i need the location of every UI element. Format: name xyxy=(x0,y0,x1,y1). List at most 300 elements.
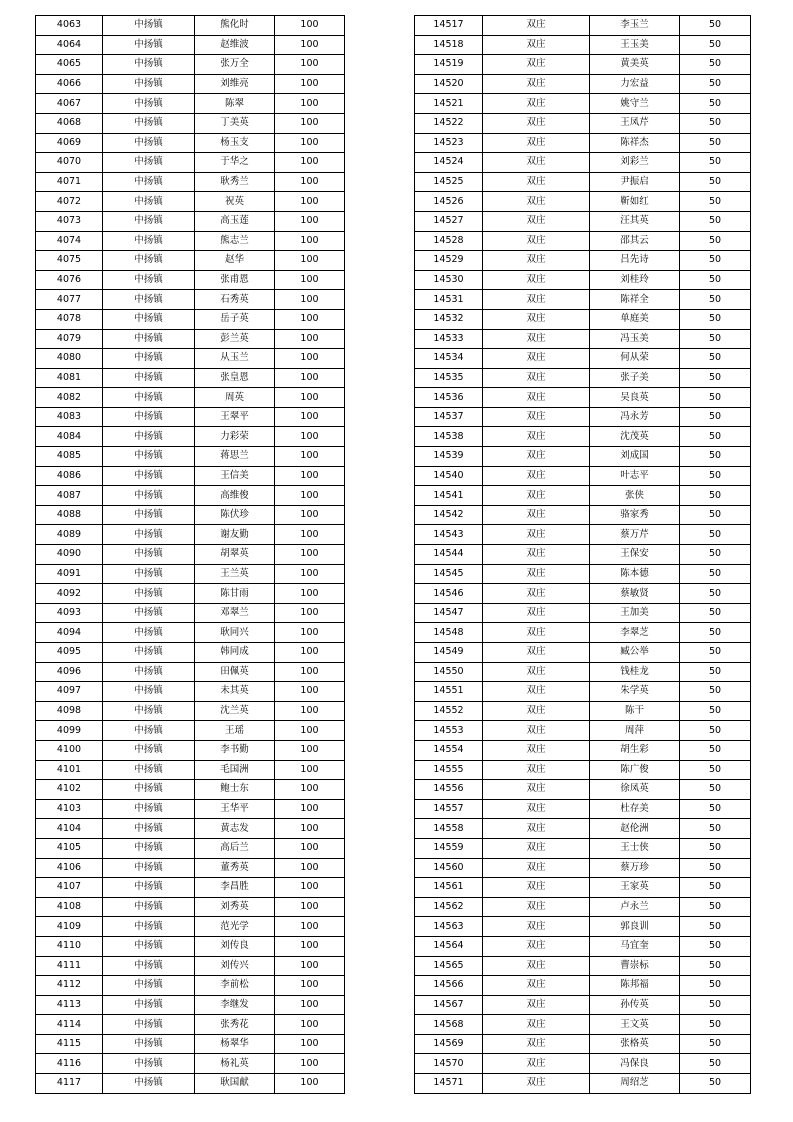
id-cell: 14553 xyxy=(415,721,483,741)
table-row xyxy=(415,995,751,1015)
amount-cell: 50 xyxy=(680,623,751,643)
town-cell: 中扬镇 xyxy=(103,623,195,643)
table-row xyxy=(415,701,751,721)
amount-cell: 100 xyxy=(275,133,345,153)
town-cell: 双庄 xyxy=(483,1074,590,1094)
id-cell: 14545 xyxy=(415,564,483,584)
amount-cell: 100 xyxy=(275,525,345,545)
town-cell: 双庄 xyxy=(483,995,590,1015)
amount-cell: 50 xyxy=(680,976,751,996)
town-cell: 中扬镇 xyxy=(103,113,195,133)
id-cell: 14521 xyxy=(415,94,483,114)
town-cell: 中扬镇 xyxy=(103,368,195,388)
table-row xyxy=(415,1054,751,1074)
table-row xyxy=(36,270,345,290)
name-cell: 王玉美 xyxy=(590,35,680,55)
table-row xyxy=(36,1074,345,1094)
table-row xyxy=(36,740,345,760)
amount-cell: 100 xyxy=(275,290,345,310)
amount-cell: 50 xyxy=(680,878,751,898)
id-cell: 4095 xyxy=(36,643,103,663)
name-cell: 熊化时 xyxy=(195,16,275,36)
name-cell: 耿国献 xyxy=(195,1074,275,1094)
town-cell: 中扬镇 xyxy=(103,525,195,545)
id-cell: 14567 xyxy=(415,995,483,1015)
town-cell: 中扬镇 xyxy=(103,760,195,780)
name-cell: 彭兰英 xyxy=(195,329,275,349)
table-row xyxy=(36,113,345,133)
name-cell: 从玉兰 xyxy=(195,349,275,369)
town-cell: 双庄 xyxy=(483,1054,590,1074)
amount-cell: 100 xyxy=(275,564,345,584)
town-cell: 中扬镇 xyxy=(103,1054,195,1074)
town-cell: 双庄 xyxy=(483,505,590,525)
name-cell: 何从荣 xyxy=(590,349,680,369)
id-cell: 4109 xyxy=(36,917,103,937)
id-cell: 14519 xyxy=(415,55,483,75)
amount-cell: 50 xyxy=(680,505,751,525)
table-row xyxy=(415,192,751,212)
table-row xyxy=(36,290,345,310)
right-table-body xyxy=(415,16,751,1094)
id-cell: 4087 xyxy=(36,486,103,506)
table-row xyxy=(415,231,751,251)
id-cell: 14563 xyxy=(415,917,483,937)
table-row xyxy=(415,740,751,760)
id-cell: 14546 xyxy=(415,584,483,604)
town-cell: 双庄 xyxy=(483,368,590,388)
id-cell: 14552 xyxy=(415,701,483,721)
id-cell: 14536 xyxy=(415,388,483,408)
table-row xyxy=(36,1015,345,1035)
table-row xyxy=(36,819,345,839)
table-row xyxy=(36,1054,345,1074)
town-cell: 中扬镇 xyxy=(103,603,195,623)
id-cell: 4103 xyxy=(36,799,103,819)
town-cell: 双庄 xyxy=(483,270,590,290)
id-cell: 14530 xyxy=(415,270,483,290)
id-cell: 14560 xyxy=(415,858,483,878)
name-cell: 王华平 xyxy=(195,799,275,819)
amount-cell: 50 xyxy=(680,1054,751,1074)
table-row xyxy=(415,290,751,310)
table-row xyxy=(415,309,751,329)
name-cell: 田佩英 xyxy=(195,662,275,682)
town-cell: 双庄 xyxy=(483,211,590,231)
id-cell: 4075 xyxy=(36,251,103,271)
table-row xyxy=(415,466,751,486)
name-cell: 耿秀兰 xyxy=(195,172,275,192)
table-row xyxy=(36,211,345,231)
name-cell: 石秀英 xyxy=(195,290,275,310)
amount-cell: 50 xyxy=(680,780,751,800)
amount-cell: 100 xyxy=(275,799,345,819)
amount-cell: 50 xyxy=(680,251,751,271)
name-cell: 单庭美 xyxy=(590,309,680,329)
amount-cell: 50 xyxy=(680,858,751,878)
name-cell: 徐凤英 xyxy=(590,780,680,800)
name-cell: 曹崇标 xyxy=(590,956,680,976)
town-cell: 双庄 xyxy=(483,427,590,447)
town-cell: 双庄 xyxy=(483,760,590,780)
name-cell: 力彩荣 xyxy=(195,427,275,447)
amount-cell: 100 xyxy=(275,427,345,447)
table-row xyxy=(36,878,345,898)
amount-cell: 100 xyxy=(275,270,345,290)
name-cell: 马宜奎 xyxy=(590,936,680,956)
table-row xyxy=(415,270,751,290)
id-cell: 4068 xyxy=(36,113,103,133)
town-cell: 双庄 xyxy=(483,407,590,427)
amount-cell: 100 xyxy=(275,740,345,760)
id-cell: 4097 xyxy=(36,682,103,702)
name-cell: 李翠芝 xyxy=(590,623,680,643)
town-cell: 双庄 xyxy=(483,309,590,329)
table-row xyxy=(415,780,751,800)
left-table xyxy=(35,15,345,1094)
name-cell: 沈兰英 xyxy=(195,701,275,721)
id-cell: 14527 xyxy=(415,211,483,231)
name-cell: 未其英 xyxy=(195,682,275,702)
id-cell: 4076 xyxy=(36,270,103,290)
id-cell: 14568 xyxy=(415,1015,483,1035)
town-cell: 中扬镇 xyxy=(103,545,195,565)
id-cell: 14524 xyxy=(415,153,483,173)
name-cell: 王士侠 xyxy=(590,838,680,858)
table-row xyxy=(36,545,345,565)
name-cell: 陈甘雨 xyxy=(195,584,275,604)
amount-cell: 50 xyxy=(680,211,751,231)
name-cell: 王信美 xyxy=(195,466,275,486)
name-cell: 张侠 xyxy=(590,486,680,506)
name-cell: 王兰英 xyxy=(195,564,275,584)
table-row xyxy=(415,505,751,525)
name-cell: 黄美英 xyxy=(590,55,680,75)
amount-cell: 50 xyxy=(680,113,751,133)
name-cell: 邵其云 xyxy=(590,231,680,251)
amount-cell: 100 xyxy=(275,172,345,192)
id-cell: 4112 xyxy=(36,976,103,996)
amount-cell: 100 xyxy=(275,309,345,329)
table-row xyxy=(36,251,345,271)
name-cell: 沈茂英 xyxy=(590,427,680,447)
name-cell: 刘彩兰 xyxy=(590,153,680,173)
table-row xyxy=(415,486,751,506)
table-row xyxy=(415,368,751,388)
town-cell: 双庄 xyxy=(483,447,590,467)
amount-cell: 50 xyxy=(680,192,751,212)
town-cell: 中扬镇 xyxy=(103,231,195,251)
table-row xyxy=(415,721,751,741)
left-table-body xyxy=(36,16,345,1094)
town-cell: 中扬镇 xyxy=(103,211,195,231)
amount-cell: 100 xyxy=(275,466,345,486)
town-cell: 双庄 xyxy=(483,1034,590,1054)
table-row xyxy=(36,94,345,114)
id-cell: 14534 xyxy=(415,349,483,369)
town-cell: 中扬镇 xyxy=(103,447,195,467)
town-cell: 中扬镇 xyxy=(103,172,195,192)
amount-cell: 50 xyxy=(680,917,751,937)
id-cell: 4116 xyxy=(36,1054,103,1074)
table-row xyxy=(415,1034,751,1054)
town-cell: 中扬镇 xyxy=(103,780,195,800)
town-cell: 中扬镇 xyxy=(103,799,195,819)
town-cell: 双庄 xyxy=(483,251,590,271)
town-cell: 双庄 xyxy=(483,976,590,996)
id-cell: 4086 xyxy=(36,466,103,486)
amount-cell: 50 xyxy=(680,231,751,251)
name-cell: 周绍芝 xyxy=(590,1074,680,1094)
name-cell: 杨玉支 xyxy=(195,133,275,153)
amount-cell: 100 xyxy=(275,956,345,976)
town-cell: 中扬镇 xyxy=(103,721,195,741)
amount-cell: 50 xyxy=(680,603,751,623)
amount-cell: 50 xyxy=(680,447,751,467)
name-cell: 骆家秀 xyxy=(590,505,680,525)
table-row xyxy=(36,525,345,545)
amount-cell: 100 xyxy=(275,1034,345,1054)
amount-cell: 50 xyxy=(680,329,751,349)
name-cell: 王凤芹 xyxy=(590,113,680,133)
town-cell: 双庄 xyxy=(483,74,590,94)
id-cell: 4083 xyxy=(36,407,103,427)
table-row xyxy=(36,329,345,349)
id-cell: 14523 xyxy=(415,133,483,153)
table-row xyxy=(415,545,751,565)
amount-cell: 100 xyxy=(275,153,345,173)
table-row xyxy=(36,780,345,800)
town-cell: 双庄 xyxy=(483,584,590,604)
name-cell: 李昌胜 xyxy=(195,878,275,898)
table-row xyxy=(415,956,751,976)
town-cell: 双庄 xyxy=(483,662,590,682)
amount-cell: 50 xyxy=(680,995,751,1015)
town-cell: 中扬镇 xyxy=(103,878,195,898)
town-cell: 中扬镇 xyxy=(103,329,195,349)
table-row xyxy=(36,447,345,467)
table-row xyxy=(36,858,345,878)
amount-cell: 100 xyxy=(275,721,345,741)
name-cell: 谢友勤 xyxy=(195,525,275,545)
table-row xyxy=(415,388,751,408)
amount-cell: 50 xyxy=(680,55,751,75)
table-row xyxy=(36,760,345,780)
id-cell: 4077 xyxy=(36,290,103,310)
name-cell: 高后兰 xyxy=(195,838,275,858)
id-cell: 4114 xyxy=(36,1015,103,1035)
table-row xyxy=(415,133,751,153)
town-cell: 双庄 xyxy=(483,917,590,937)
amount-cell: 50 xyxy=(680,388,751,408)
table-row xyxy=(415,917,751,937)
town-cell: 双庄 xyxy=(483,388,590,408)
table-row xyxy=(415,94,751,114)
id-cell: 4074 xyxy=(36,231,103,251)
id-cell: 4117 xyxy=(36,1074,103,1094)
name-cell: 王瑶 xyxy=(195,721,275,741)
id-cell: 4084 xyxy=(36,427,103,447)
table-row xyxy=(36,486,345,506)
amount-cell: 100 xyxy=(275,55,345,75)
id-cell: 4111 xyxy=(36,956,103,976)
amount-cell: 50 xyxy=(680,643,751,663)
table-row xyxy=(415,760,751,780)
id-cell: 14542 xyxy=(415,505,483,525)
id-cell: 4110 xyxy=(36,936,103,956)
id-cell: 4071 xyxy=(36,172,103,192)
town-cell: 中扬镇 xyxy=(103,290,195,310)
town-cell: 双庄 xyxy=(483,349,590,369)
amount-cell: 50 xyxy=(680,721,751,741)
amount-cell: 100 xyxy=(275,838,345,858)
name-cell: 陈伏珍 xyxy=(195,505,275,525)
id-cell: 14532 xyxy=(415,309,483,329)
table-row xyxy=(36,388,345,408)
table-row xyxy=(415,113,751,133)
town-cell: 双庄 xyxy=(483,192,590,212)
town-cell: 双庄 xyxy=(483,94,590,114)
id-cell: 14570 xyxy=(415,1054,483,1074)
id-cell: 14551 xyxy=(415,682,483,702)
amount-cell: 50 xyxy=(680,133,751,153)
name-cell: 高维俊 xyxy=(195,486,275,506)
town-cell: 中扬镇 xyxy=(103,917,195,937)
amount-cell: 100 xyxy=(275,1015,345,1035)
table-row xyxy=(36,368,345,388)
town-cell: 双庄 xyxy=(483,55,590,75)
id-cell: 4113 xyxy=(36,995,103,1015)
town-cell: 中扬镇 xyxy=(103,643,195,663)
id-cell: 14555 xyxy=(415,760,483,780)
table-row xyxy=(415,349,751,369)
id-cell: 14525 xyxy=(415,172,483,192)
table-row xyxy=(415,662,751,682)
name-cell: 董秀英 xyxy=(195,858,275,878)
amount-cell: 50 xyxy=(680,309,751,329)
name-cell: 陈本德 xyxy=(590,564,680,584)
table-row xyxy=(415,16,751,36)
town-cell: 双庄 xyxy=(483,740,590,760)
town-cell: 中扬镇 xyxy=(103,388,195,408)
id-cell: 14559 xyxy=(415,838,483,858)
name-cell: 岳子英 xyxy=(195,309,275,329)
town-cell: 双庄 xyxy=(483,682,590,702)
name-cell: 陈广俊 xyxy=(590,760,680,780)
name-cell: 刘秀英 xyxy=(195,897,275,917)
amount-cell: 100 xyxy=(275,858,345,878)
id-cell: 4073 xyxy=(36,211,103,231)
name-cell: 汪其英 xyxy=(590,211,680,231)
id-cell: 4088 xyxy=(36,505,103,525)
id-cell: 14547 xyxy=(415,603,483,623)
name-cell: 张格英 xyxy=(590,1034,680,1054)
name-cell: 陈祥杰 xyxy=(590,133,680,153)
name-cell: 张甫恩 xyxy=(195,270,275,290)
table-row xyxy=(415,1074,751,1094)
town-cell: 中扬镇 xyxy=(103,407,195,427)
name-cell: 丁美英 xyxy=(195,113,275,133)
name-cell: 刘桂玲 xyxy=(590,270,680,290)
id-cell: 4102 xyxy=(36,780,103,800)
amount-cell: 50 xyxy=(680,897,751,917)
name-cell: 李书勤 xyxy=(195,740,275,760)
name-cell: 靳如红 xyxy=(590,192,680,212)
id-cell: 4091 xyxy=(36,564,103,584)
id-cell: 4101 xyxy=(36,760,103,780)
town-cell: 双庄 xyxy=(483,721,590,741)
amount-cell: 100 xyxy=(275,447,345,467)
name-cell: 周萍 xyxy=(590,721,680,741)
table-row xyxy=(36,682,345,702)
table-row xyxy=(36,1034,345,1054)
name-cell: 蔡万芹 xyxy=(590,525,680,545)
name-cell: 陈干 xyxy=(590,701,680,721)
amount-cell: 50 xyxy=(680,35,751,55)
name-cell: 范光学 xyxy=(195,917,275,937)
town-cell: 双庄 xyxy=(483,564,590,584)
amount-cell: 100 xyxy=(275,35,345,55)
id-cell: 4067 xyxy=(36,94,103,114)
table-row xyxy=(36,584,345,604)
town-cell: 双庄 xyxy=(483,172,590,192)
name-cell: 张皇恩 xyxy=(195,368,275,388)
town-cell: 中扬镇 xyxy=(103,251,195,271)
id-cell: 14543 xyxy=(415,525,483,545)
town-cell: 中扬镇 xyxy=(103,838,195,858)
town-cell: 中扬镇 xyxy=(103,897,195,917)
town-cell: 双庄 xyxy=(483,16,590,36)
amount-cell: 50 xyxy=(680,662,751,682)
id-cell: 14526 xyxy=(415,192,483,212)
id-cell: 14533 xyxy=(415,329,483,349)
table-row xyxy=(36,976,345,996)
name-cell: 蔡万珍 xyxy=(590,858,680,878)
id-cell: 14571 xyxy=(415,1074,483,1094)
table-row xyxy=(36,349,345,369)
name-cell: 高玉莲 xyxy=(195,211,275,231)
id-cell: 14522 xyxy=(415,113,483,133)
town-cell: 中扬镇 xyxy=(103,740,195,760)
id-cell: 4107 xyxy=(36,878,103,898)
town-cell: 中扬镇 xyxy=(103,1074,195,1094)
table-row xyxy=(36,309,345,329)
table-row xyxy=(415,936,751,956)
id-cell: 14528 xyxy=(415,231,483,251)
table-row xyxy=(36,662,345,682)
id-cell: 4080 xyxy=(36,349,103,369)
amount-cell: 50 xyxy=(680,936,751,956)
name-cell: 韩同成 xyxy=(195,643,275,663)
amount-cell: 50 xyxy=(680,74,751,94)
name-cell: 李玉兰 xyxy=(590,16,680,36)
name-cell: 蔡敏贤 xyxy=(590,584,680,604)
id-cell: 14557 xyxy=(415,799,483,819)
table-row xyxy=(36,701,345,721)
town-cell: 双庄 xyxy=(483,466,590,486)
table-row xyxy=(36,133,345,153)
amount-cell: 50 xyxy=(680,427,751,447)
table-row xyxy=(36,153,345,173)
town-cell: 中扬镇 xyxy=(103,564,195,584)
town-cell: 中扬镇 xyxy=(103,35,195,55)
id-cell: 14566 xyxy=(415,976,483,996)
amount-cell: 50 xyxy=(680,525,751,545)
table-row xyxy=(415,55,751,75)
id-cell: 14538 xyxy=(415,427,483,447)
id-cell: 4066 xyxy=(36,74,103,94)
amount-cell: 100 xyxy=(275,878,345,898)
